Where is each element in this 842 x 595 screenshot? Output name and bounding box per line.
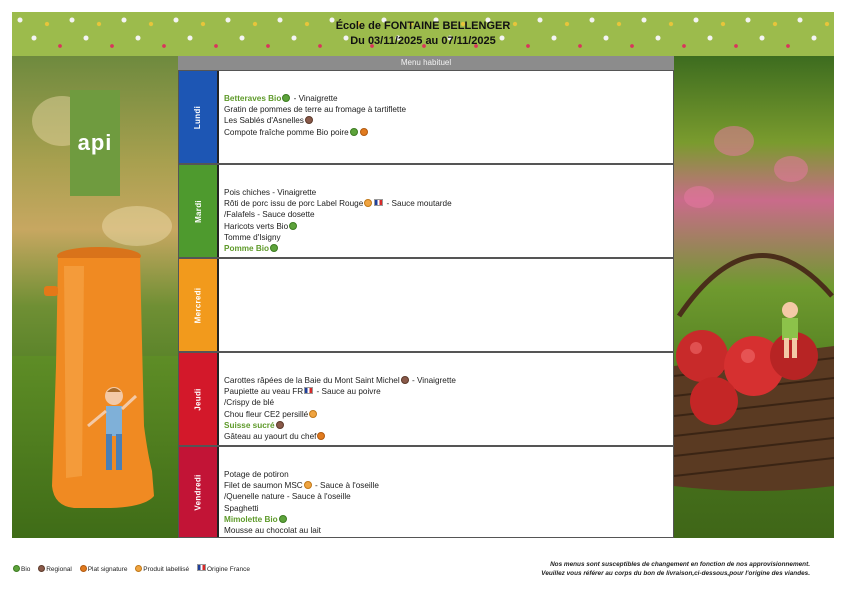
- dish-name: Paupiette au veau FR: [224, 387, 304, 397]
- day-menu-box: [217, 353, 673, 445]
- regional-badge-icon: [276, 421, 284, 429]
- notice-line-2: Veuillez vous référer au corps du bon de livraison,ci-dessous,pour l'origine des viandes.: [541, 570, 810, 577]
- dish-name: Tomme d'Isigny: [224, 232, 281, 242]
- menu-item: [224, 93, 669, 104]
- day-row-vendredi: [178, 446, 674, 538]
- legend: [12, 564, 255, 573]
- day-menu-box: [217, 447, 673, 537]
- france-flag-icon: [374, 199, 383, 206]
- day-tab: [179, 353, 217, 445]
- label-badge-icon: [304, 481, 312, 489]
- api-logo: [70, 90, 120, 196]
- signature-badge-icon: [317, 432, 325, 440]
- dish-name: /Quenelle nature - Sauce à l'oseille: [224, 492, 351, 502]
- apple-basket-illustration: [674, 226, 834, 538]
- label-badge-icon: [364, 199, 372, 207]
- day-menu-box: [217, 259, 673, 351]
- day-name: Mercredi: [193, 287, 203, 323]
- menu-item: [224, 243, 669, 254]
- france-flag-icon: [304, 387, 313, 394]
- menu-item: [224, 525, 669, 536]
- menu-item: [224, 397, 669, 408]
- menu-item: [224, 198, 669, 209]
- signature-badge-icon: [80, 565, 87, 572]
- dish-name: Carottes râpées de la Baie du Mont Saint Michel: [224, 376, 400, 385]
- dish-sauce: - Sauce moutarde: [384, 199, 452, 209]
- day-name: Lundi: [193, 105, 203, 129]
- legend-origine: Origine France: [196, 566, 250, 573]
- menu-item: [224, 514, 669, 525]
- label-badge-icon: [309, 410, 317, 418]
- dish-name: /Falafels - Sauce dosette: [224, 210, 315, 220]
- regional-badge-icon: [38, 565, 45, 572]
- dish-sauce: - Vinaigrette: [291, 94, 338, 103]
- dish-name: Spaghetti: [224, 503, 259, 513]
- bio-badge-icon: [13, 565, 20, 572]
- dish-name: Compote fraîche pomme Bio poire: [224, 127, 349, 137]
- menu-item: [224, 386, 669, 397]
- dish-name: Betteraves Bio: [224, 94, 282, 103]
- day-name: Mardi: [193, 199, 203, 223]
- day-tab: [179, 71, 217, 163]
- dish-name: Potage de potiron: [224, 470, 289, 479]
- day-tab: [179, 447, 217, 537]
- dish-name: Filet de saumon MSC: [224, 481, 303, 491]
- dish-name: Suisse sucré: [224, 420, 275, 430]
- menu-item: [224, 104, 669, 115]
- dish-name: Les Sablés d'Asnelles: [224, 116, 304, 126]
- dish-sauce: - Sauce à l'oseille: [312, 481, 379, 491]
- day-row-mardi: [178, 164, 674, 258]
- legend-signature: Plat signature: [79, 566, 128, 573]
- bio-badge-icon: [350, 128, 358, 136]
- dish-sauce: - Sauce au poivre: [314, 387, 381, 397]
- regional-badge-icon: [305, 116, 313, 124]
- day-row-jeudi: [178, 352, 674, 446]
- day-tab: [179, 259, 217, 351]
- dish-name: Haricots verts Bio: [224, 221, 289, 231]
- day-name: Vendredi: [193, 473, 203, 511]
- day-row-lundi: [178, 70, 674, 164]
- bio-badge-icon: [270, 244, 278, 252]
- logo-text: api: [77, 130, 113, 155]
- dish-name: /Crispy de blé: [224, 398, 275, 408]
- bio-badge-icon: [279, 515, 287, 523]
- blossom: [714, 126, 754, 156]
- signature-badge-icon: [360, 128, 368, 136]
- left-photo-boot: [12, 56, 178, 538]
- header-band: [12, 12, 834, 56]
- blossom: [774, 156, 808, 182]
- menu-item: [224, 187, 669, 198]
- notice-line-1: Nos menus sont susceptibles de changement en fonction de nos approvisionnement.: [550, 561, 810, 568]
- bio-badge-icon: [289, 222, 297, 230]
- legend-regional: Regional: [37, 566, 72, 573]
- supply-notice: [440, 560, 810, 578]
- menu-item: [224, 420, 669, 431]
- menu-item: [224, 115, 669, 126]
- week-dates: Du 03/11/2025 au 07/11/2025: [350, 35, 496, 47]
- menu-item: [224, 127, 669, 138]
- menu-item: [224, 409, 669, 420]
- dish-name: Gâteau au yaourt du chef: [224, 432, 317, 442]
- menu-item: [224, 431, 669, 442]
- dish-name: Pois chiches - Vinaigrette: [224, 188, 317, 197]
- blossom: [684, 186, 714, 208]
- right-photo-apples: [674, 56, 834, 538]
- day-menu-box: [217, 71, 673, 163]
- menu-item: [224, 480, 669, 491]
- dish-name: Pomme Bio: [224, 244, 270, 254]
- menu-item: [224, 209, 669, 220]
- regional-badge-icon: [401, 376, 409, 384]
- france-flag-icon: [197, 564, 206, 571]
- dish-name: Rôti de porc issu de porc Label Rouge: [224, 199, 364, 209]
- day-row-mercredi: [178, 258, 674, 352]
- menu-item: [224, 503, 669, 514]
- day-name: Jeudi: [193, 387, 203, 411]
- menu-item: [224, 375, 669, 386]
- bokeh-light: [102, 206, 172, 246]
- legend-bio: Bio: [12, 566, 30, 573]
- label-badge-icon: [135, 565, 142, 572]
- orange-boot-illustration: [44, 246, 154, 511]
- dish-sauce: - Vinaigrette: [409, 376, 456, 385]
- menu-item: [224, 232, 669, 243]
- menu-item: [224, 491, 669, 502]
- legend-labellise: Produit labellisé: [134, 566, 189, 573]
- day-menu-box: [217, 165, 673, 257]
- day-tab: [179, 165, 217, 257]
- menu-item: [224, 469, 669, 480]
- bio-badge-icon: [282, 94, 290, 102]
- dish-name: Mousse au chocolat au lait: [224, 526, 321, 536]
- menu-type-header: Menu habituel: [178, 56, 674, 70]
- school-title: École de FONTAINE BELLENGER: [335, 20, 511, 32]
- menu-item: [224, 221, 669, 232]
- dish-name: Mimolette Bio: [224, 514, 278, 524]
- dish-name: Chou fleur CE2 persillé: [224, 409, 309, 419]
- dish-name: Gratin de pommes de terre au fromage à tartiflette: [224, 105, 407, 115]
